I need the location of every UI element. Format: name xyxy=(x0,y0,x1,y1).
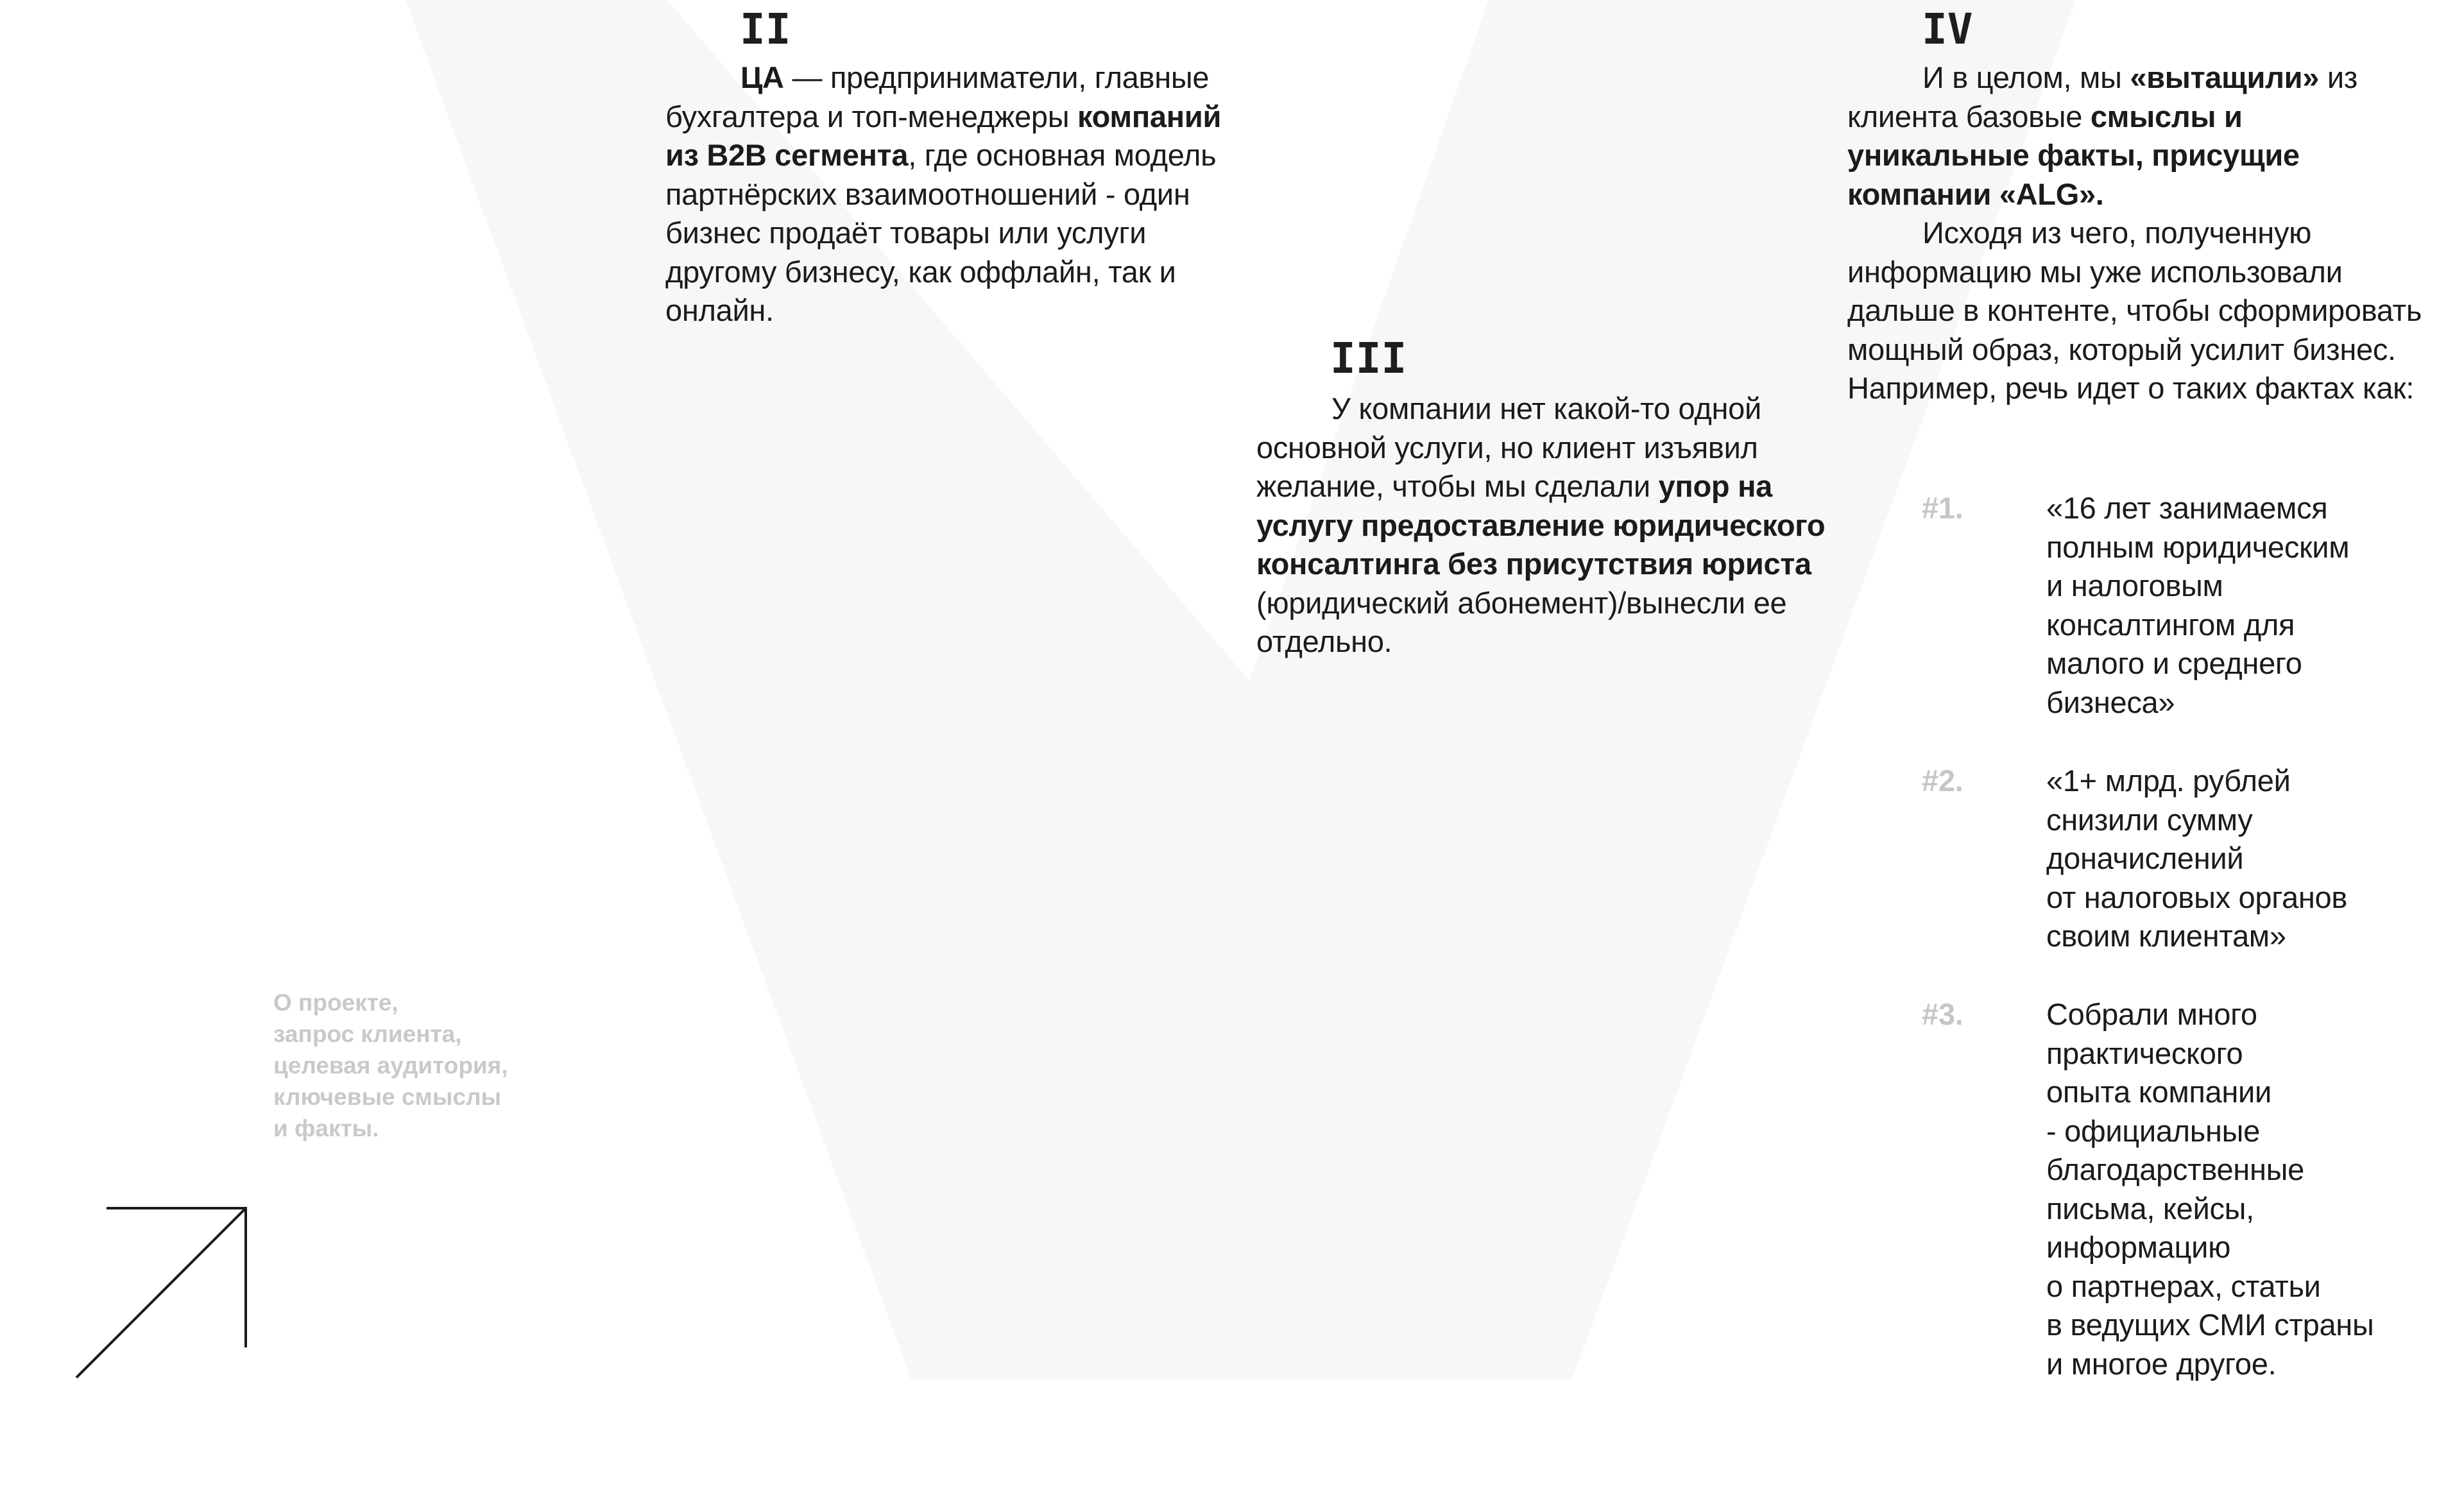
section-iv-paragraph: Исходя из чего, полученную информацию мы уже использовали дальше в контенте, чтобы сформировать мощный образ, который усилит бизнес. Например, речь идет о таких фактах как: xyxy=(1847,216,2422,405)
arrow-up-right-icon[interactable] xyxy=(71,1193,257,1380)
fact-number: #3. xyxy=(1922,997,1964,1031)
fact-text: «16 лет занимаемся полным юридическим и налоговым консалтингом для малого и среднего бизнеса» xyxy=(2046,491,2350,719)
fact-text: Собрали много практического опыта компании - официальные благодарственные письма, кейсы, информацию о партнерах, статьи в ведущих СМИ страны и многое другое. xyxy=(2046,997,2374,1381)
fact-number: #1. xyxy=(1922,491,1964,525)
section-iii-text: У компании нет какой-то одной основной услуги, но клиент изъявил желание, чтобы мы сделали упор на услугу предоставление юридического консалтинга без присутствия юриста (юридический абонемент)/вынесли ее отдельно. xyxy=(1256,391,1826,658)
section-numeral-ii: II xyxy=(740,4,791,54)
section-iv-text: И в целом, мы «вытащили» из клиента базовые смыслы и уникальные факты, присущие компании «ALG». Исходя из чего, полученную информацию мы уже использовали дальше в контенте, чтобы сформировать мощный образ, который усилит бизнес. Например, речь идет о таких фактах как: xyxy=(1847,58,2425,408)
section-numeral-iv: IV xyxy=(1922,4,1973,54)
fact-text: «1+ млрд. рублей снизили сумму доначислений от налоговых органов своим клиентам» xyxy=(2046,764,2348,953)
section-numeral-iii: III xyxy=(1330,334,1407,383)
section-ii-text: ЦА — предприниматели, главные бухгалтера и топ-менеджеры компаний из B2B сегмента, где основная модель партнёрских взаимоотношений - один бизнес продаёт товары или услуги другому бизнесу, как оффлайн, так и онлайн. xyxy=(665,60,1222,327)
fact-number: #2. xyxy=(1922,764,1964,798)
side-note: О проекте, запрос клиента, целевая аудитория, ключевые смыслы и факты. xyxy=(273,989,508,1141)
ca-label: ЦА xyxy=(740,60,784,94)
